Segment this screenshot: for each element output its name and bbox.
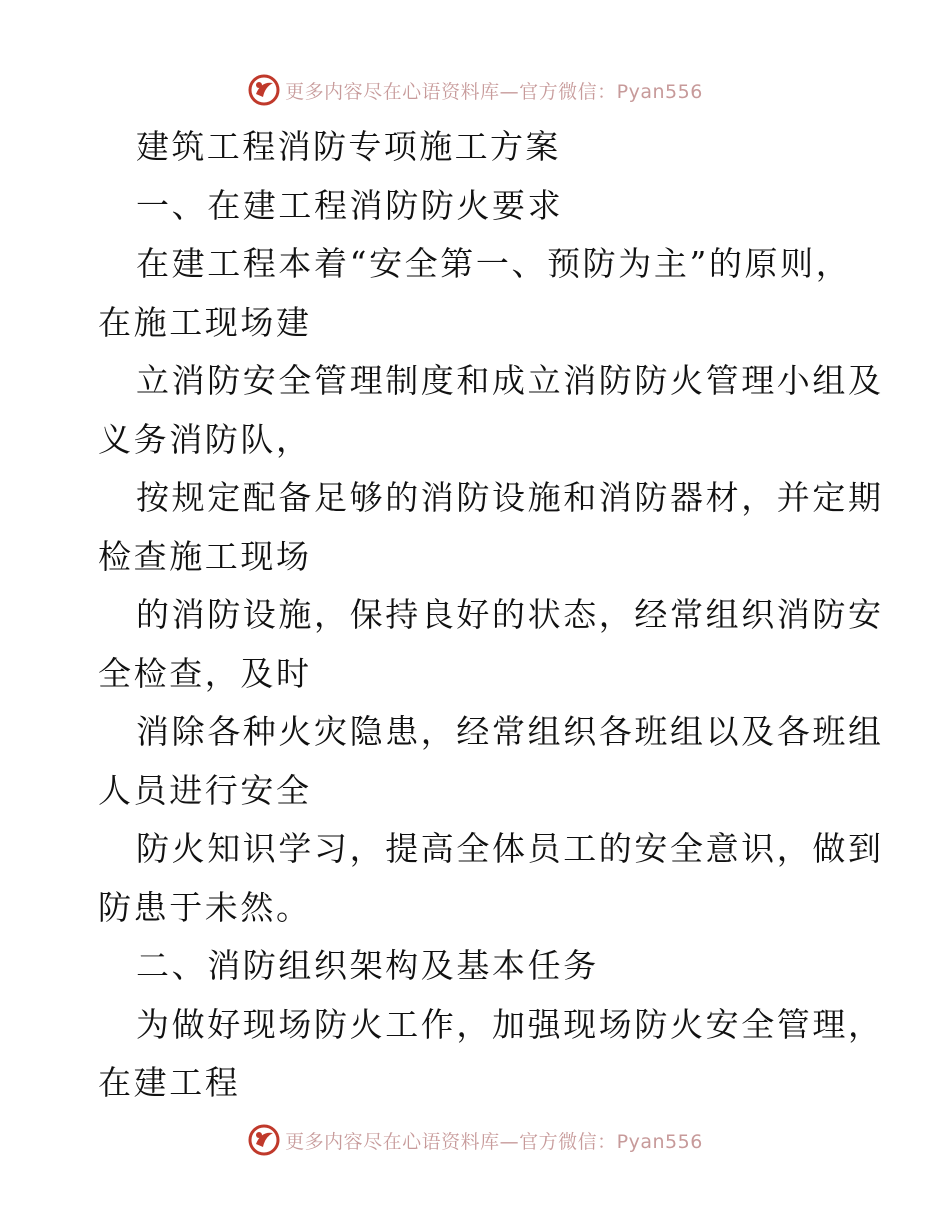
document-body [98,118,884,1113]
paragraph-line: 义务消防队， [98,419,312,459]
paragraph-line: 消除各种火灾隐患，经常组织各班组以及各班组 [136,712,884,751]
paragraph-line: 防患于未然。 [98,887,312,927]
red-swirl-logo-icon [247,1123,281,1157]
paragraph-line: 在施工现场建 [98,302,312,342]
paragraph-line: 在建工程本着“安全第一、预防为主”的原则， [136,244,852,283]
paragraph-line: 的消防设施，保持良好的状态，经常组织消防安 [136,595,884,634]
paragraph-line: 全检查，及时 [98,653,312,693]
footer-banner [0,1120,950,1160]
header-banner-text: 更多内容尽在心语资料库—官方微信：Pyan556 [285,80,703,103]
paragraph-line: 按规定配备足够的消防设施和消防器材，并定期 [136,478,884,517]
section-heading-2: 二、消防组织架构及基本任务 [136,946,599,985]
paragraph-line: 在建工程 [98,1063,241,1102]
paragraph-line: 人员进行安全 [98,770,312,810]
header-banner [0,70,950,110]
paragraph-line: 防火知识学习，提高全体员工的安全意识，做到 [136,829,884,868]
document-title: 建筑工程消防专项施工方案 [136,127,561,166]
paragraph-line: 检查施工现场 [98,536,312,576]
paragraph-line: 立消防安全管理制度和成立消防防火管理小组及 [136,361,884,400]
section-heading-1: 一、在建工程消防防火要求 [136,185,564,225]
footer-banner-text: 更多内容尽在心语资料库—官方微信：Pyan556 [285,1130,703,1153]
paragraph-line: 为做好现场防火工作，加强现场防火安全管理， [136,1004,884,1044]
red-swirl-logo-icon [247,73,281,107]
